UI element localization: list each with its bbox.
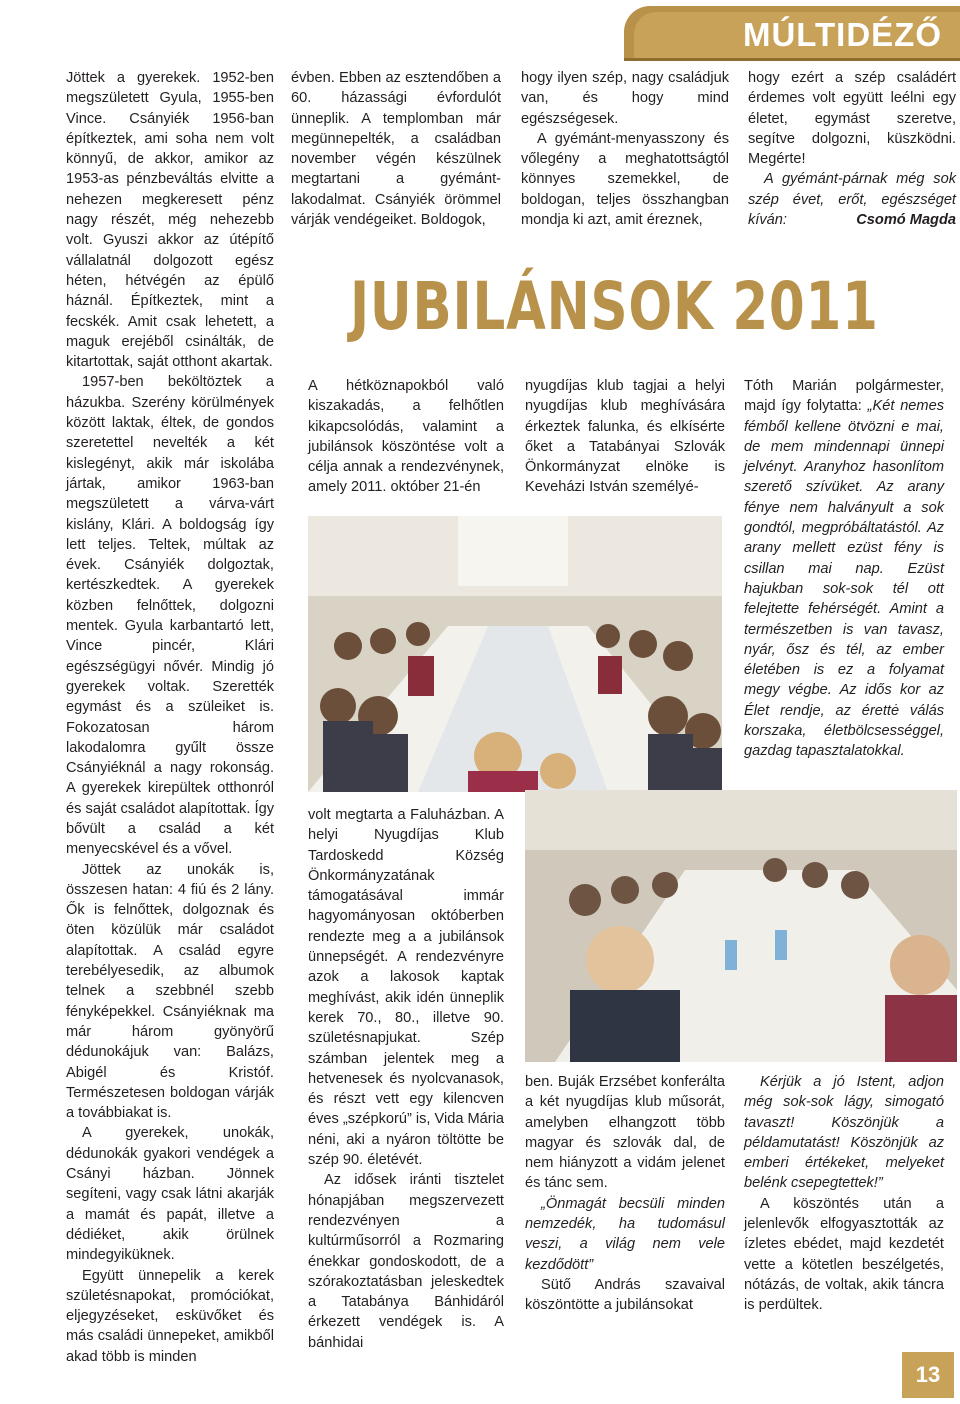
photo-guests-at-table-image	[525, 790, 957, 1062]
column-1	[66, 68, 274, 1367]
photo-guests-at-table	[525, 790, 957, 1062]
col2-bottom-paragraph: volt megtarta a Faluházban. A helyi Nyugdíjas Klub Tardoskedd Község Önkormányzatának támogatásával immár hagyományosan októberben rendezte meg a a jubilánsok ünnepségét. A rendezvényre azok a lakosok kaptak meghívást, akik idén ünneplik kerek 70., 80., illetve 90. születésnapjukat. Szép számban jelentek meg a hetvenesek és nyolcvanasok, és részt vett egy kilencven éves „szépkorú” is, Vida Mária néni, aki a nyáron töltötte be szép 90. életévét.	[308, 807, 505, 1169]
column-4-mid	[744, 376, 944, 762]
column-4-bottom	[744, 1072, 944, 1316]
col4-bottom-paragraph: A köszöntés után a jelenlevők elfogyasztották az ízletes ebédet, majd kezdetét vette a kötetlen beszélgetés, nótázás, de voltak, akik táncra is perdültek.	[744, 1195, 944, 1314]
col4-mid-paragraph	[744, 376, 944, 762]
col4-mid-quote: „Két nemes fémből kellene ötvözni e mai, de mem mindennapi ünnepi jelvényt. Aranyhoz hasonlítom szerető szívüket. Az arany fénye nem halványult a sok gondtól, megpróbáltatástól. Az arany mellett ezüst fény is csillan mai nap. Ezüst hajukban sok-sok tél ott felejtette fehérségét. Amint a természetben is van tavasz, nyár, ősz és tél, az ember életében is ez a folyamat megy végbe. Az idős kor az Élet rendje, az érettė válás korszaka, életbölcsességgel, gazdag tapasztalatokkal.	[744, 398, 944, 760]
col3-top-paragraph: A gyémánt-menyasszony és vőlegény a meghatottságtól könnyes szemekkel, de boldogan, teljes összhangban mondja ki azt, amit éreznek,	[521, 130, 729, 229]
col3-bottom-greeting: Sütő András szavaival köszöntötte a jubilánsokat	[525, 1276, 725, 1314]
col1-paragraph: Jöttek az unokák is, összesen hatan: 4 fiú és 2 lány. Ők is felnőttek, dolgoznak és öten közülük már családot alapítottak. A család egyre terebélyesedik, az albumok telnek a szebbnél szebb fényképekkel. Csányiéknak ma már három gyönyörű dédunokájuk van: Balázs, Abigél és Kristóf. Természetesen boldogan várják a továbbiakat is.	[66, 861, 274, 1122]
column-4-top	[748, 68, 956, 231]
photo-banquet-hall	[308, 516, 722, 792]
col2-mid-paragraph: A hétköznapokból való kiszakadás, a felhőtlen kikapcsolódás, valamint a jubilánsok köszöntése volt a célja annak a rendezvénynek, amely 2011. október 21-én	[308, 378, 504, 496]
section-title: MÚLTIDÉZŐ	[742, 16, 942, 53]
col3-mid-paragraph: nyugdíjas klub tagjai a helyi nyugdíjas klub meghívására érkeztek falunka, és elkísérte őket a Tatabányai Szlovák Önkormányzat elnöke is Keveházi István személyé-	[525, 378, 725, 496]
column-2-top	[291, 68, 501, 230]
col1-paragraph: Együtt ünnepelik a kerek születésnapokat, promóciókat, eljegyzéseket, esküvőket és más családi ünnepeket, amikből akad több is minden	[66, 1267, 274, 1365]
col4-bottom-quote: Kérjük a jó Istent, adjon még sok-sok lágy, simogató tavaszt! Köszönjük a példamutatást! Köszönjük az emberi értékeket, melyeket belénk csepegtettek!”	[744, 1074, 944, 1192]
col2-top-paragraph: évben. Ebben az esztendőben a 60. házassági évfordulót ünneplik. A templomban már megünnepelték, a családban november végén készülnek megtartani a gyémánt-lakodalmat. Csányiék örömmel várják vendégeiket. Boldogok,	[291, 70, 501, 229]
section-header-tab	[624, 6, 960, 61]
signature: Csomó Magda	[856, 212, 956, 229]
col3-top-paragraph: hogy ilyen szép, nagy családjuk van, és hogy mind egészségesek.	[521, 70, 729, 127]
page-number: 13	[902, 1352, 954, 1398]
col3-bottom-paragraph: ben. Buják Erzsébet konferálta a két nyugdíjas klub műsorát, amelyben elhangzott több magyar és szlovák dal, de nem hiányzott a vidám jelenet és tánc sem.	[525, 1074, 725, 1192]
col1-paragraph: Jöttek a gyerekek. 1952-ben megszületett Gyula, 1955-ben Vince. Csányiék 1956-ban építkeztek, ami soha nem volt könnyű, de akkor, amikor az 1953-as pénzbeváltás elvitte a nehezen megkeresett pénz nagy részét, még nehezebb volt. Gyuszi akkor az útépítő vállalatnál dolgozott egész héten, hétvégén az épülő háznál. Építkeztek, mint a fecskék. Amit csak lehetett, a maguk erejéből csinálták, de kitartottak, saját otthont akartak.	[66, 70, 274, 371]
column-2-bottom	[308, 805, 504, 1353]
col4-top-wish: A gyémánt-párnak még sok szép évet, erőt, egészséget kíván:	[748, 171, 956, 229]
col4-top-paragraph: hogy ezért a szép családért érdemes volt együtt leélni egy életet, egymást szeretve, segítve dolgozni, küszködni. Megérte!	[748, 70, 956, 168]
column-3-mid	[525, 376, 725, 498]
column-3-top	[521, 68, 729, 230]
col1-paragraph: 1957-ben beköltöztek a házukba. Szerény körülmények között laktak, éltek, de gondos szeretettel nevelték a két kislegényt, akik már iskolába jártak, amikor 1963-ban megszületett a várva-várt kislány, Klári. A boldogság így lett teljes. Teltek, múltak az évek. Csányiék dolgoztak, kertészkedtek. A gyerekek közben felnőttek, dolgozni mentek. Gyula karbantartó lett, Vince pincér, Klári egészségügyi nővér. Mindig jó gyerekek voltak. Szerették egymást és a szüleiket is. Fokozatosan három lakodalomra gyűlt össze Csányiéknál a nagy rokonság. A gyerekek kirepültek otthonról és saját családot alapítottak. Így bővült a család a két menyecskével és a vővel.	[66, 374, 274, 858]
column-2-mid	[308, 376, 504, 498]
col2-bottom-paragraph: Az idősek iránti tisztelet hónapjában megszervezett rendezvényen a kultúrműsorról a Rozmaring énekkar gondoskodott, de a szórakoztatásban jeleskedtek a Tatabánya Bánhidáról érkezett vendégek is. A bánhidai	[308, 1172, 504, 1351]
col1-paragraph: A gyerekek, unokák, dédunokák gyakori vendégek a Csányi házban. Jönnek segíteni, vagy csak látni akarják a mamát és papát, illetve a dédiéket, akik örülnek mindegyiküknek.	[66, 1125, 274, 1264]
col4-mid-intro: Tóth Marián polgármester, majd így folytatta:	[744, 378, 944, 415]
photo-banquet-hall-image	[308, 516, 722, 792]
column-3-bottom	[525, 1072, 725, 1316]
col3-bottom-quote: „Önmagát becsüli minden nemzedék, ha tudomásul veszi, a világ nem vele kezdődött”	[525, 1195, 725, 1273]
article-headline: JUBILÁNSOK 2011	[350, 268, 879, 345]
